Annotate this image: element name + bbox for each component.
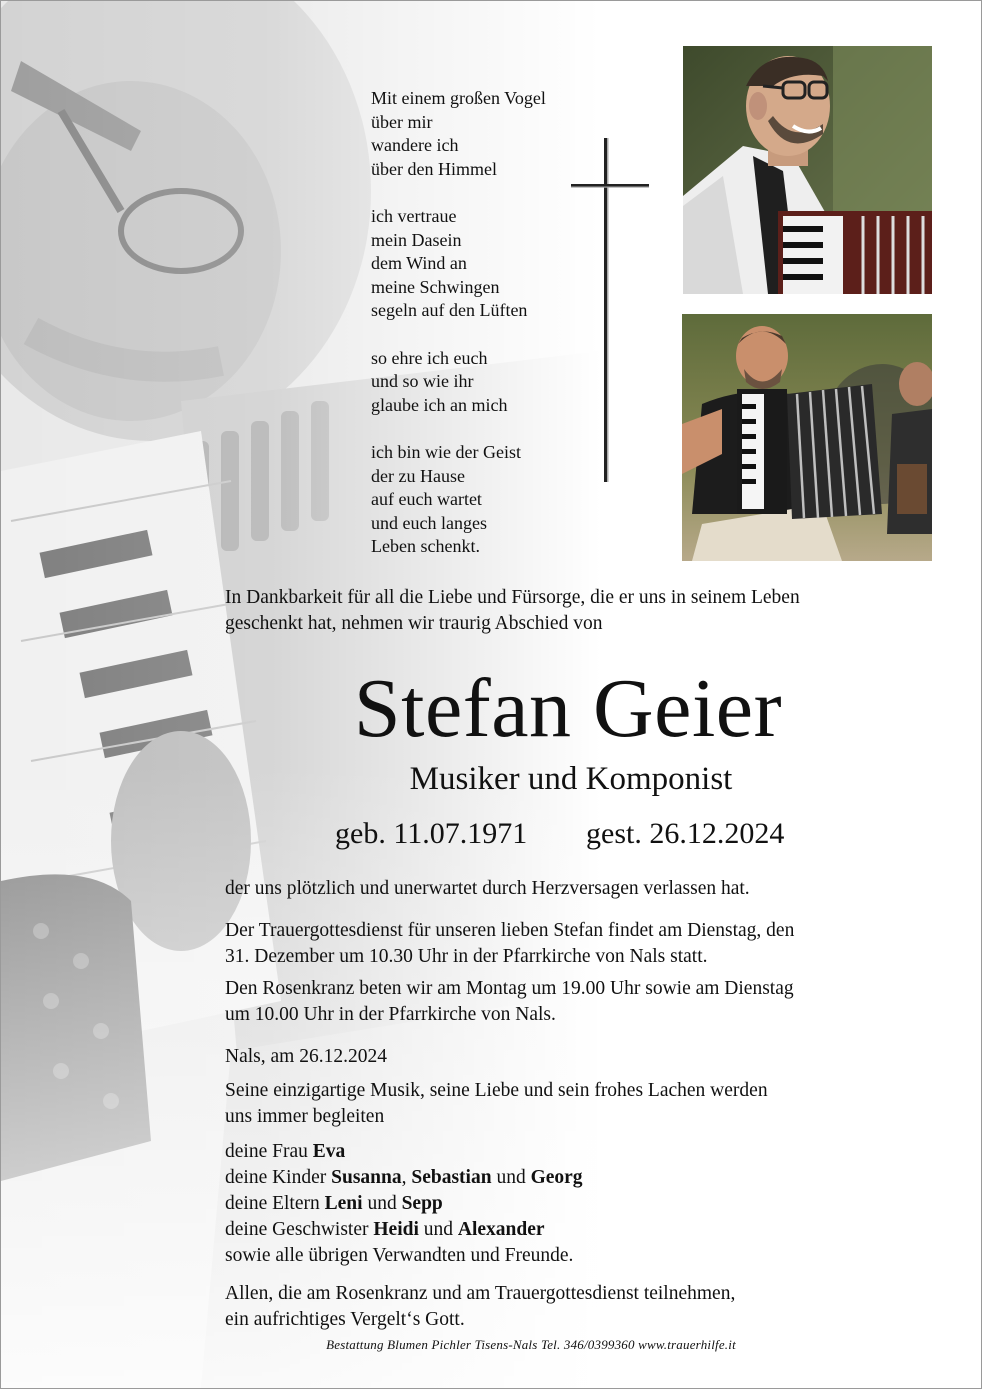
death-date: gest. 26.12.2024 xyxy=(586,817,785,850)
funeral-line: 31. Dezember um 10.30 Uhr in der Pfarrkirche von Nals statt. xyxy=(225,946,708,967)
poem-line: ich bin wie der Geist xyxy=(371,441,521,462)
poem-line: Leben schenkt. xyxy=(371,536,480,557)
family-children xyxy=(225,1165,925,1191)
separator: und xyxy=(418,1219,458,1240)
family-others: sowie alle übrigen Verwandten und Freunde. xyxy=(225,1245,574,1266)
family-member-name: Sebastian xyxy=(411,1167,492,1188)
poem-stanza xyxy=(371,441,591,559)
separator: und xyxy=(362,1193,402,1214)
poem-line: über den Himmel xyxy=(371,158,497,179)
music-line: uns immer begleiten xyxy=(225,1106,385,1127)
poem-line: ich vertraue xyxy=(371,205,457,226)
family-wife xyxy=(225,1139,925,1165)
family-siblings xyxy=(225,1217,925,1243)
birth-date: geb. 11.07.1971 xyxy=(335,817,528,850)
music-line: Seine einzigartige Musik, seine Liebe und sein frohes Lachen werden xyxy=(225,1080,768,1101)
deceased-name: Stefan Geier xyxy=(353,662,783,755)
accordion-player-playing xyxy=(682,314,932,561)
family-member-name: Eva xyxy=(312,1141,346,1162)
poem-line: mein Dasein xyxy=(371,229,462,250)
thanks-line: Allen, die am Rosenkranz und am Trauergottesdienst teilnehmen, xyxy=(225,1283,736,1304)
family-label: deine Geschwister xyxy=(225,1219,374,1240)
poem-stanza xyxy=(371,87,591,181)
funeral-line: Der Trauergottesdienst für unseren lieben Stefan findet am Dienstag, den xyxy=(225,920,795,941)
family-member-name: Susanna xyxy=(331,1167,402,1188)
poem-stanza xyxy=(371,205,591,323)
family-parents xyxy=(225,1191,925,1217)
poem-line: wandere ich xyxy=(371,135,459,156)
thanks-text xyxy=(225,1281,925,1333)
family-member-name: Leni xyxy=(324,1193,363,1214)
poem-line: und so wie ihr xyxy=(371,371,474,392)
family-label: deine Frau xyxy=(225,1141,313,1162)
poem-stanza xyxy=(371,347,591,418)
intro-text xyxy=(225,585,925,637)
separator: und xyxy=(491,1167,531,1188)
family-label: deine Eltern xyxy=(225,1193,325,1214)
family-member-name: Georg xyxy=(530,1167,583,1188)
poem-line: segeln auf den Lüften xyxy=(371,300,528,321)
poem-line: über mir xyxy=(371,111,433,132)
family-list xyxy=(225,1139,925,1269)
family-member-name: Sepp xyxy=(401,1193,443,1214)
place-date: Nals, am 26.12.2024 xyxy=(225,1046,387,1067)
funeral-home-footer: Bestattung Blumen Pichler Tisens-Nals Tel. 346/0399360 www.trauerhilfe.it xyxy=(326,1337,736,1352)
cause-text: der uns plötzlich und unerwartet durch Herzversagen verlassen hat. xyxy=(225,878,750,899)
accordion-player-portrait xyxy=(683,46,932,294)
rosary-line: Den Rosenkranz beten wir am Montag um 19.00 Uhr sowie am Dienstag xyxy=(225,978,794,999)
cross-icon xyxy=(571,138,649,482)
funeral-text xyxy=(225,918,925,970)
rosary-text xyxy=(225,976,925,1028)
separator: , xyxy=(401,1167,412,1188)
poem-line: meine Schwingen xyxy=(371,276,500,297)
poem-line: und euch langes xyxy=(371,512,487,533)
poem-line: glaube ich an mich xyxy=(371,394,508,415)
poem-line: der zu Hause xyxy=(371,465,465,486)
rosary-line: um 10.00 Uhr in der Pfarrkirche von Nals. xyxy=(225,1004,556,1025)
poem-line: dem Wind an xyxy=(371,253,467,274)
poem xyxy=(371,87,591,559)
poem-line: so ehre ich euch xyxy=(371,347,488,368)
music-text xyxy=(225,1078,925,1130)
intro-line: geschenkt hat, nehmen wir traurig Abschied von xyxy=(225,613,603,634)
poem-line: auf euch wartet xyxy=(371,489,482,510)
intro-line: In Dankbarkeit für all die Liebe und Fürsorge, die er uns in seinem Leben xyxy=(225,587,800,608)
poem-line: Mit einem großen Vogel xyxy=(371,88,546,108)
family-member-name: Alexander xyxy=(457,1219,545,1240)
thanks-line: ein aufrichtiges Vergelt‘s Gott. xyxy=(225,1309,465,1330)
family-label: deine Kinder xyxy=(225,1167,332,1188)
deceased-profession: Musiker und Komponist xyxy=(409,761,733,797)
family-member-name: Heidi xyxy=(373,1219,419,1240)
